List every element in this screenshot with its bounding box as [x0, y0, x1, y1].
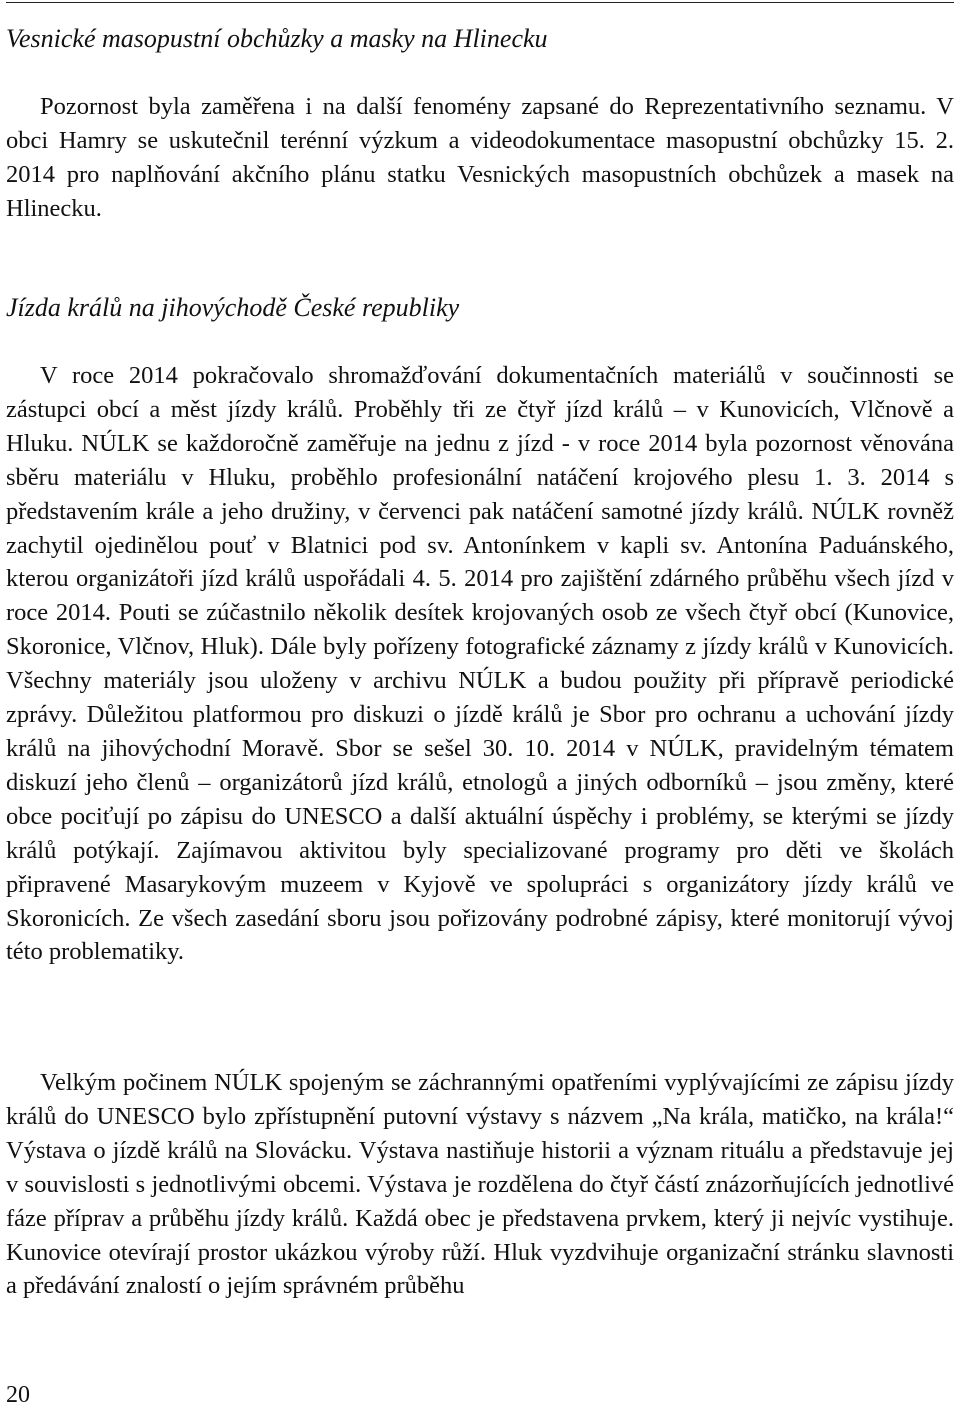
- paragraph-jizda-kralu-exhibition: Velkým počinem NÚLK spojeným se záchrannými opatřeními vyplývajícími ze zápisu jízdy králů do UNESCO bylo zpřístupnění putovní výstavy s názvem „Na krála, matičko, na krála!“ Výstava o jízdě králů na Slovácku. Výstava nastiňuje historii a význam rituálu a představuje jej v souvislosti s jednotlivými obcemi. Výstava je rozdělena do čtyř částí znázorňujících jednotlivé fáze příprav a průběhu jízdy králů. Každá obec je představena prvkem, který ji nejvíc vystihuje. Kunovice otevírají prostor ukázkou výroby růží. Hluk vyzdvihuje organizační stránku slavnosti a předávání znalostí o jejím správném průběhu: [6, 1069, 954, 1300]
- section-heading-jizda-kralu: Jízda králů na jihovýchodě České republiky: [6, 293, 460, 322]
- paragraph-jizda-kralu-documentation: V roce 2014 pokračovalo shromažďování dokumentačních materiálů v součinnosti se zástupci obcí a měst jízdy králů. Proběhly tři ze čtyř jízd králů – v Kunovicích, Vlčnově a Hluku. NÚLK se každoročně zaměřuje na jednu z jízd - v roce 2014 byla pozornost věnována sběru materiálu v Hluku, proběhlo profesionální natáčení krojového plesu 1. 3. 2014 s představením krále a jeho družiny, v červenci pak natáčení samotné jízdy králů. NÚLK rovněž zachytil ojedinělou pouť v Blatnici pod sv. Antonínkem v kapli sv. Antonína Paduánského, kterou organizátoři jízd králů uspořádali 4. 5. 2014 pro zajištění zdárného průběhu všech jízd v roce 2014. Pouti se zúčastnilo několik desítek krojovaných osob ze všech čtyř obcí (Kunovice, Skoronice, Vlčnov, Hluk). Dále byly pořízeny fotografické záznamy z jízdy králů v Kunovicích. Všechny materiály jsou uloženy v archivu NÚLK a budou použity při přípravě periodické zprávy. Důležitou platformou pro diskuzi o jízdě králů je Sbor pro ochranu a uchování jízdy králů na jihovýchodní Moravě. Sbor se sešel 30. 10. 2014 v NÚLK, pravidelným tématem diskuzí jeho členů – organizátorů jízd králů, etnologů a jiných odborníků – jsou změny, které obce pociťují po zápisu do UNESCO a další aktuální úspěchy i problémy, se kterými se jízdy králů potýkají. Zajímavou aktivitou byly specializované programy pro děti ve školách připravené Masarykovým muzeem v Kyjově ve spolupráci s organizátory jízdy králů ve Skoronicích. Ze všech zasedání sboru jsou pořizovány podrobné zápisy, které monitorují vývoj této problematiky.: [6, 362, 954, 966]
- paragraph-masopust: Pozornost byla zaměřena i na další fenomény zapsané do Reprezentativního seznamu. V obci Hamry se uskutečnil terénní výzkum a videodokumentace masopustní obchůzky 15. 2. 2014 pro naplňování akčního plánu statku Vesnických masopustních obchůzek a masek na Hlinecku.: [6, 93, 954, 222]
- page-number: 20: [6, 1382, 30, 1408]
- top-rule: [6, 2, 954, 3]
- section-heading-masopust: Vesnické masopustní obchůzky a masky na Hlinecku: [6, 24, 548, 53]
